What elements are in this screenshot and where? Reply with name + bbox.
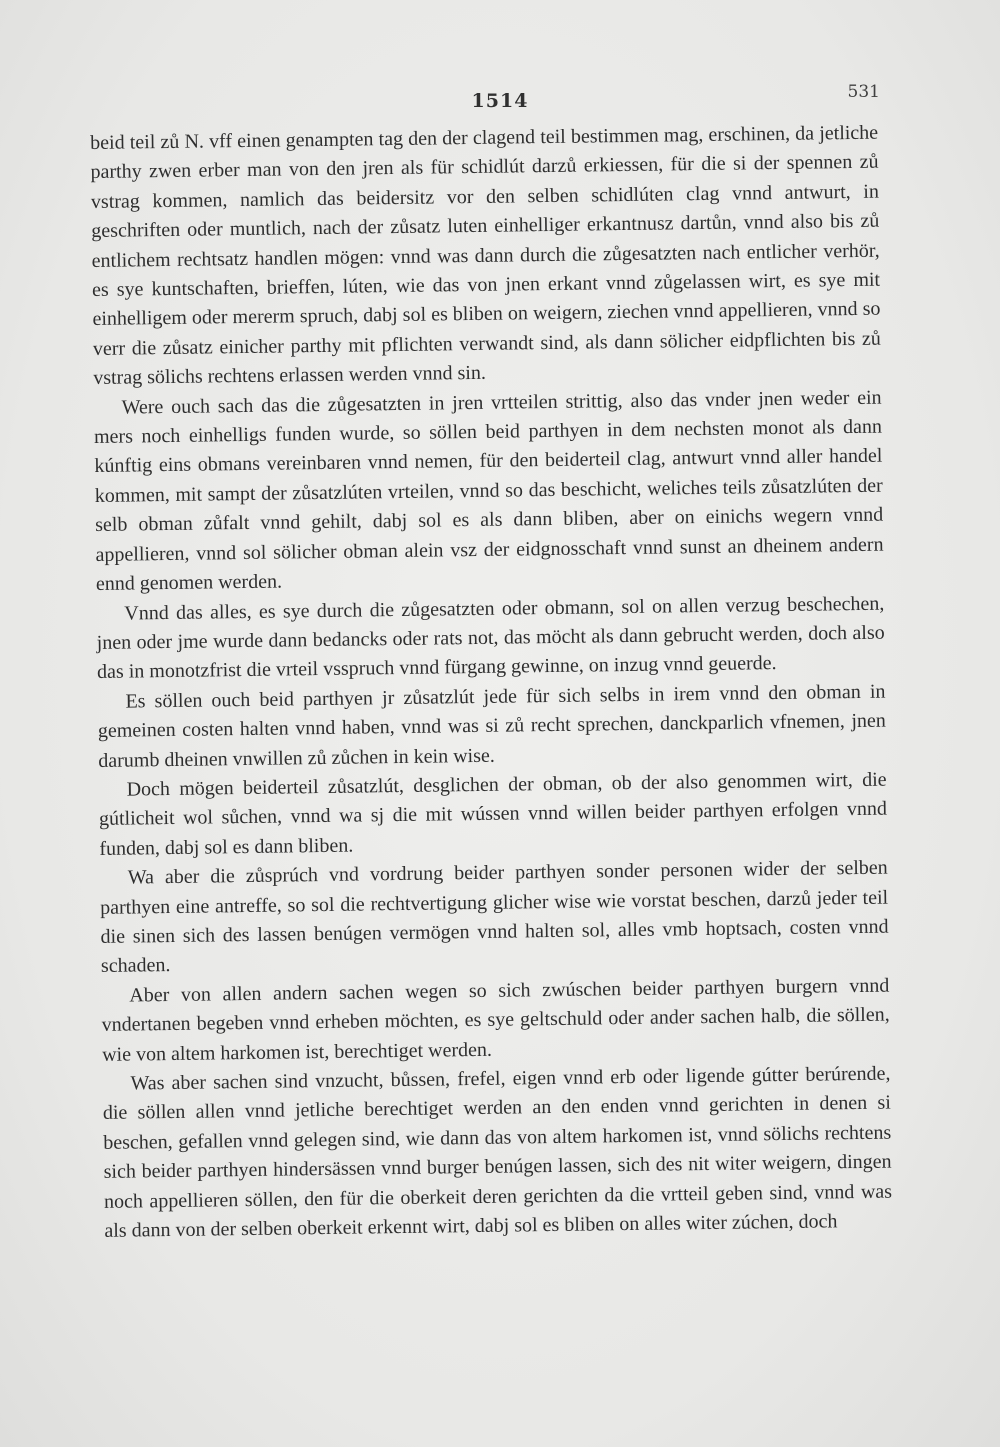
paragraph: Aber von allen andern sachen wegen so sich zwúschen beider parthyen burgern vnnd vndertanen begeben vnnd erheben möchten, es sye geltschuld oder ander sachen halb, die söllen, wie von altem harkomen ist, berechtiget werden. (101, 974, 890, 1066)
paragraph: Doch mögen beiderteil zůsatzlút, desglichen der obman, ob der also genommen wirt, die gútlicheit wol sůchen, vnnd wa sj die mit wússen vnnd willen beider parthyen erfolgen vnnd funden, dabj sol es dann bliben. (98, 768, 888, 860)
running-head-year: 1514 (471, 90, 529, 112)
body-text (90, 119, 893, 1247)
paragraph: Es söllen ouch beid parthyen jr zůsatzlút jede für sich selbs in irem vnnd den obman in gemeinen costen halten vnnd haben, vnnd was si zů recht sprechen, danckparlich vfnemen, jnen darumb dheinen vnwillen zů zůchen in kein wise. (97, 680, 886, 772)
paragraph: Wa aber die zůsprúch vnd vordrung beider parthyen sonder personen wider der selben parthyen eine antreffe, so sol die rechtvertigung glicher wise wie vorstat beschen, darzů jeder teil die sinen sich des lassen benúgen vermögen vnnd halten sol, alles vmb hoptsach, costen vnnd schaden. (100, 856, 889, 978)
paragraph: beid teil zů N. vff einen genampten tag den der clagend teil bestimmen mag, erschinen, da jetliche parthy zwen erber man von den jren als für schidlút darzů erkiessen, für die si der spennen zů vstrag kommen, namlich das beidersitz vor den selben schidlúten clag vnnd antwurt, in geschriften oder muntlich, nach der zůsatz luten einhelliger erkantnusz dartůn, vnnd also bis zů entlichem rechtsatz handlen mögen: vnnd was dann durch die zůgesatzten nach entlicher verhör, es sye kuntschaften, brieffen, lúten, wie das von jnen erkant vnnd zůgelassen wirt, es sye mit einhelligem oder mererm spruch, dabj sol es bliben on weigern, ziechen vnnd appellieren, vnnd so verr die zůsatz einicher parthy mit pflichten verwandt sind, als dann sölicher eidpflichten bis zů vstrag sölichs rechtens erlassen werden vnnd sin. (90, 121, 881, 390)
paragraph: Vnnd das alles, es sye durch die zůgesatzten oder obmann, sol on allen verzug beschechen, jnen oder jme wurde dann bedancks oder rats not, das möcht als dann gebrucht werden, doch also das in monotzfrist die vrteil vsspruch vnnd fürgang gewinne, on inzug vnnd geuerde. (96, 592, 885, 684)
page-number: 531 (847, 82, 880, 102)
paragraph: Was aber sachen sind vnzucht, bůssen, frefel, eigen vnnd erb oder ligende gútter berúrende, die söllen allen vnnd jetliche berechtiget werden an den enden vnnd gerichten in denen si beschen, gefallen vnnd gelegen sind, wie dann das von altem harkomen ist, vnnd sölichs rechtens sich beider parthyen hindersässen vnnd burger benúgen lassen, sich des nit witer weigern, dingen noch appellieren söllen, den für die oberkeit deren gerichten da die vrtteil geben sind, vnnd was als dann von der selben oberkeit erkennt wirt, dabj sol es bliben on alles witer zúchen, doch (102, 1062, 893, 1242)
paragraph: Were ouch sach das die zůgesatzten in jren vrtteilen strittig, also das vnder jnen weder ein mers noch einhelligs funden wurde, so söllen beid parthyen in dem nechsten monot als dann kúnftig eins obmans vereinbaren vnnd nemen, für den beiderteil clag, antwurt vnnd aller handel kommen, mit sampt der zůsatzlúten vrteilen, vnnd so das beschicht, weliches teils zůsatzlúten der selb obman zůfalt vnnd gehilt, dabj sol es als dann bliben, aber on einichs wegern vnnd appellieren, vnnd sol sölicher obman alein vsz der eidgnosschaft vnnd sunst an dheinem andern ennd genomen werden. (93, 386, 884, 596)
